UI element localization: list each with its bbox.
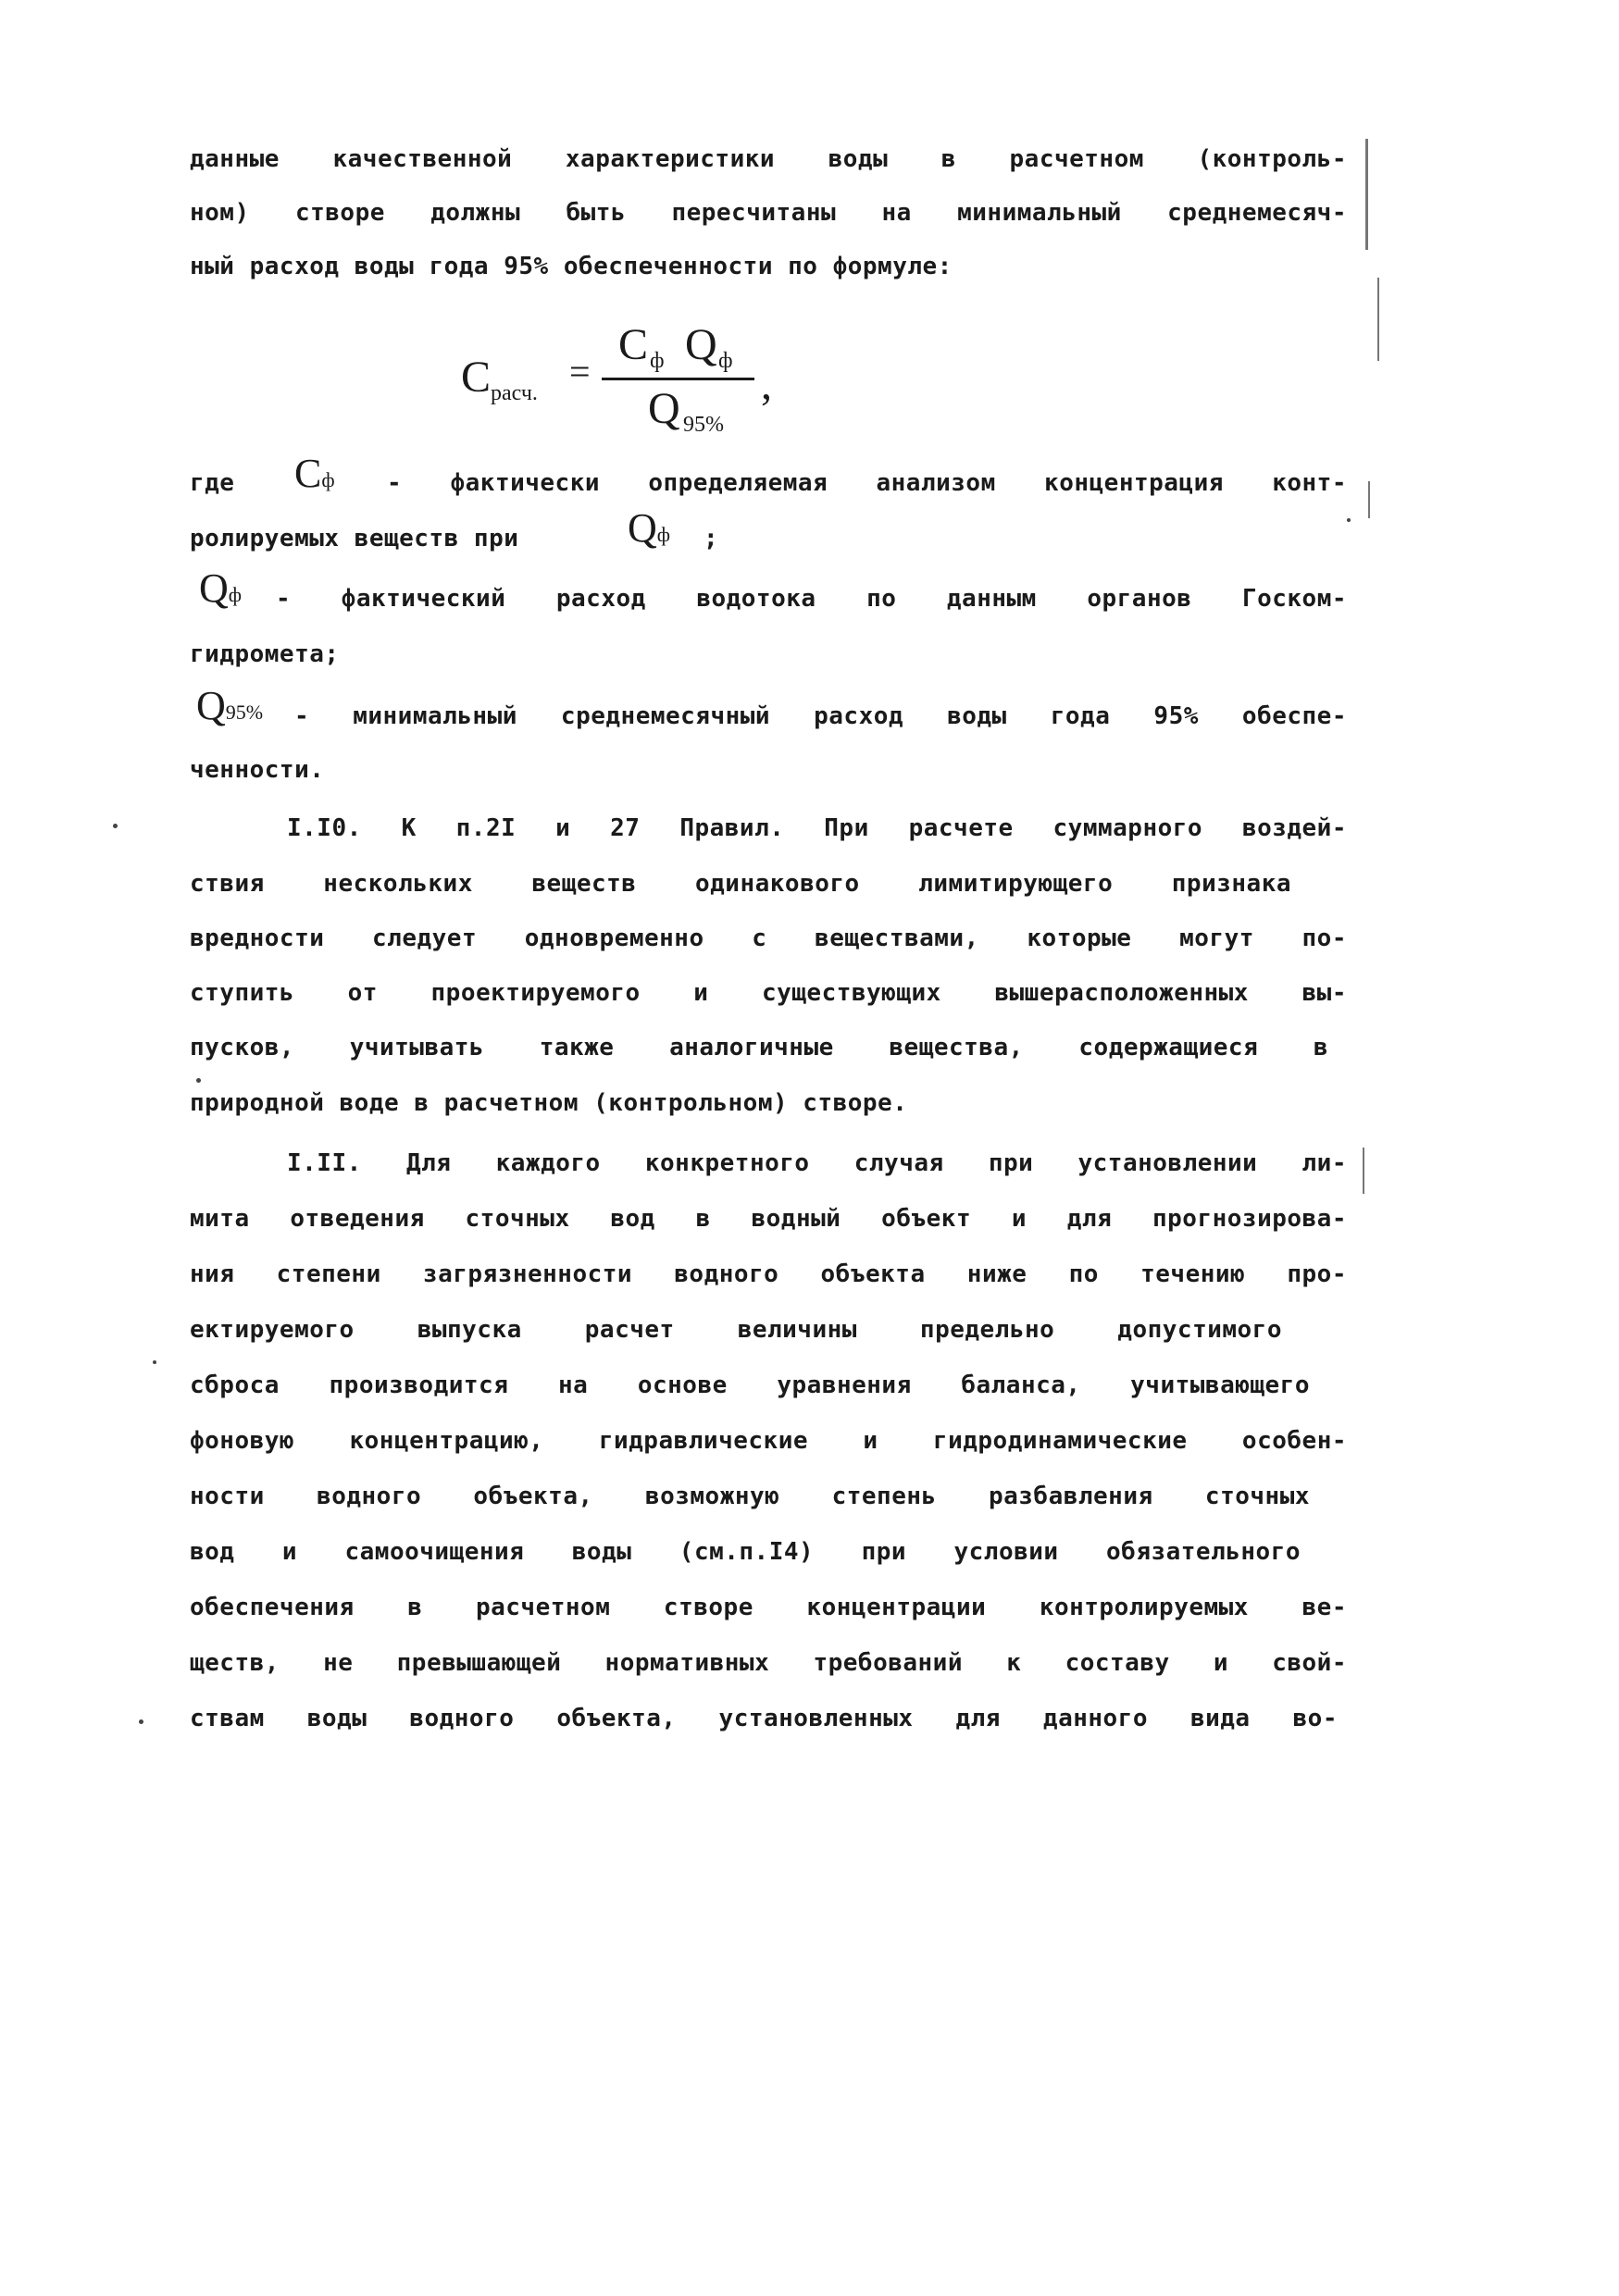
scan-speck — [139, 1719, 143, 1724]
symbol-subscript: 95% — [225, 701, 264, 724]
formula-denominator-q: Q — [648, 384, 680, 433]
text-line: ния степени загрязненности водного объекта ниже по течению про- — [190, 1260, 1347, 1288]
text-line: обеспечения в расчетном створе концентрации контролируемых ве- — [190, 1594, 1347, 1621]
text-line: фоновую концентрацию, гидравлические и гидродинамические особен- — [190, 1427, 1347, 1455]
scan-speck — [153, 1360, 156, 1364]
text-line: ствия нескольких веществ одинакового лимитирующего признака — [190, 870, 1291, 898]
text-line: ролируемых веществ при — [190, 525, 519, 552]
text-line: ный расход воды года 95% обеспеченности по формуле: — [190, 253, 953, 280]
scan-edge-mark — [1368, 481, 1370, 518]
text-line: - фактически определяемая анализом концентрация конт- — [387, 469, 1347, 497]
text-line: ектируемого выпуска расчет величины предельно допустимого — [190, 1316, 1282, 1344]
text-line: вод и самоочищения воды (см.п.I4) при условии обязательного — [190, 1538, 1301, 1566]
formula-numerator-q: Q — [685, 320, 717, 369]
formula-equals: = — [569, 351, 591, 392]
q95-symbol — [196, 682, 263, 729]
q-phi-symbol — [199, 565, 242, 612]
scan-speck — [1347, 518, 1351, 522]
text-line: гидромета; — [190, 640, 340, 668]
text-line: I.II. Для каждого конкретного случая при установлении ли- — [287, 1149, 1347, 1177]
text-line: ществ, не превышающей нормативных требований к составу и свой- — [190, 1649, 1347, 1677]
text-line: I.I0. К п.2I и 27 Правил. При расчете суммарного воздей- — [287, 814, 1347, 842]
text-line: пусков, учитывать также аналогичные вещества, содержащиеся в — [190, 1034, 1328, 1061]
symbol-subscript: ф — [656, 523, 671, 546]
symbol-subscript: ф — [321, 468, 335, 491]
fraction-bar — [602, 378, 754, 380]
formula-lhs-subscript: расч. — [491, 381, 538, 405]
text-line: - фактический расход водотока по данным органов Госком- — [276, 585, 1347, 613]
scan-speck — [113, 824, 118, 828]
text-line: ступить от проектируемого и существующих вышерасположенных вы- — [190, 979, 1347, 1007]
formula-lhs: C — [461, 353, 492, 402]
formula-comma: , — [761, 360, 772, 409]
symbol-letter: Q — [199, 565, 229, 611]
scan-speck — [196, 1078, 201, 1083]
symbol-letter: C — [294, 451, 322, 496]
formula-numerator-sub1: ф — [650, 349, 665, 373]
scan-edge-mark — [1363, 1148, 1364, 1194]
formula-numerator-sub2: ф — [718, 349, 733, 373]
text-line: сброса производится на основе уравнения баланса, учитывающего — [190, 1371, 1310, 1399]
where-label: где — [190, 469, 235, 497]
text-line: ствам воды водного объекта, установленных для данного вида во- — [190, 1705, 1338, 1732]
symbol-letter: Q — [196, 683, 226, 728]
text-line: вредности следует одновременно с веществами, которые могут по- — [190, 925, 1347, 952]
text-line: ности водного объекта, возможную степень разбавления сточных — [190, 1483, 1310, 1510]
formula-numerator-c: C — [618, 320, 649, 369]
text-line: данные качественной характеристики воды в расчетном (контроль- — [190, 145, 1347, 173]
c-phi-symbol — [294, 450, 335, 497]
scan-edge-mark — [1377, 278, 1379, 361]
q-phi-inline-symbol — [628, 504, 670, 552]
text-line: ном) створе должны быть пересчитаны на минимальный среднемесяч- — [190, 199, 1347, 227]
text-line: - минимальный среднемесячный расход воды года 95% обеспе- — [294, 702, 1347, 730]
symbol-letter: Q — [628, 505, 657, 551]
text-line: мита отведения сточных вод в водный объект и для прогнозирова- — [190, 1205, 1347, 1233]
text-line: ченности. — [190, 756, 325, 784]
formula-denominator-sub: 95% — [683, 413, 724, 437]
scan-edge-mark — [1365, 139, 1368, 250]
text-line: природной воде в расчетном (контрольном) створе. — [190, 1089, 908, 1117]
text-line: ; — [704, 525, 719, 552]
symbol-subscript: ф — [228, 583, 243, 606]
